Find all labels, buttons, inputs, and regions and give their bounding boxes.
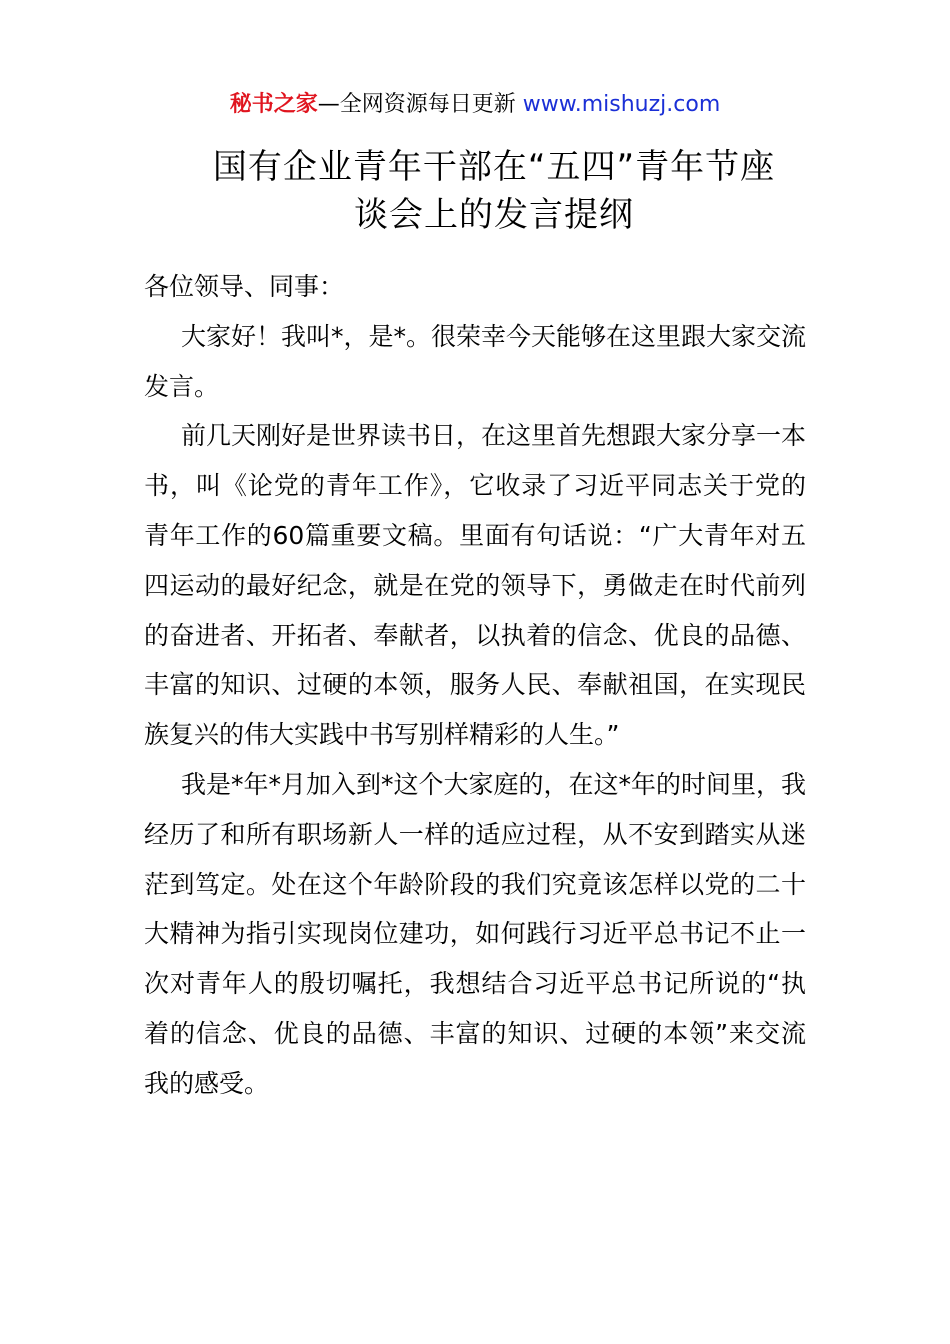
brand-name: 秘书之家: [229, 92, 318, 117]
salutation: 各位领导、同事：: [144, 272, 345, 301]
paragraph-2: 前几天刚好是世界读书日，在这里首先想跟大家分享一本书，叫《论党的青年工作》，它收录了习近平同志关于党的青年工作的60篇重要文稿。里面有句话说：“广大青年对五四运动的最好纪念，就是在党的领导下，勇做走在时代前列的奋进者、开拓者、奉献者，以执着的信念、优良的品德、丰富的知识、过硬的本领，服务人民、奉献祖国，在实现民族复兴的伟大实践中书写别样精彩的人生。”: [144, 421, 807, 750]
document-title: [144, 143, 844, 239]
site-url-link[interactable]: www.mishuzj.com: [522, 92, 721, 117]
paragraph-3: 我是*年*月加入到*这个大家庭的，在这*年的时间里，我经历了和所有职场新人一样的适应过程，从不安到踏实从迷茫到笃定。处在这个年龄阶段的我们究竟该怎样以党的二十大精神为指引实现岗位建功，如何践行习近平总书记不止一次对青年人的殷切嘱托，我想结合习近平总书记所说的“执着的信念、优良的品德、丰富的知识、过硬的本领”来交流我的感受。: [144, 769, 807, 1098]
site-header: [0, 88, 950, 122]
paragraph-1: 大家好！我叫*，是*。很荣幸今天能够在这里跟大家交流发言。: [144, 321, 807, 401]
document-body: [144, 262, 806, 1109]
header-slogan: —全网资源每日更新: [317, 92, 516, 117]
title-line-2: 谈会上的发言提纲: [354, 195, 634, 235]
title-line-1: 国有企业青年干部在“五四”青年节座: [212, 147, 776, 187]
